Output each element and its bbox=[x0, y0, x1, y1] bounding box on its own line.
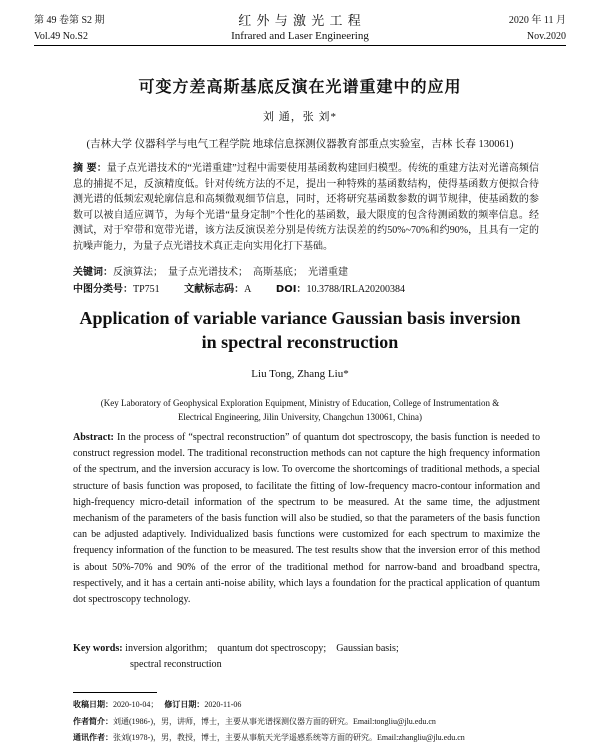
received-label: 收稿日期： bbox=[73, 700, 113, 709]
keywords-cn-label: 关键词： bbox=[73, 267, 113, 278]
footnote-author2 bbox=[73, 732, 543, 743]
doc-code-value: A bbox=[244, 284, 252, 295]
title-cn: 可变方差高斯基底反演在光谱重建中的应用 bbox=[138, 77, 462, 96]
author2-label: 通讯作者： bbox=[73, 733, 113, 742]
keywords-cn bbox=[73, 266, 539, 280]
classification-line bbox=[73, 283, 539, 297]
header-volume-en: Vol.49 No.S2 bbox=[34, 31, 88, 42]
abstract-en bbox=[73, 430, 540, 608]
keywords-en-line2: spectral reconstruction bbox=[130, 659, 222, 670]
abstract-cn-text: 量子点光谱技术的“光谱重建”过程中需要使用基函数构建回归模型。传统的重建方法对光谱高频信息的捕捉不足，反演精度低。针对传统方法的不足，提出一种特殊的基函数结构，使得基函数方便拟合待测光谱的低频宏观轮廓信息和高频微观细节信息，同时，还将研究基函数参数的调节规律，使基函数的参数可以被自适应调节，为每个光谱“量身定制”个性化的基函数，最大限度的包含待测函数的频率信息。经测试，对于窄带和宽带光谱，该方法反演误差分别是传统方法误差的约50%~70%和约90%，且具有一定的抗噪声能力，为量子点光谱技术真正走向实用化打下基础。 bbox=[73, 163, 539, 252]
keywords-en-line1: inversion algorithm; quantum dot spectroscopy; Gaussian basis; bbox=[125, 643, 399, 654]
affiliation-en: (Key Laboratory of Geophysical Exploration Equipment, Ministry of Education, College of Instrumentation & Electrical Engineering, Jilin University, Changchun 130061, China) bbox=[100, 398, 500, 422]
abstract-cn-label: 摘 要： bbox=[73, 163, 107, 174]
keywords-en bbox=[73, 641, 540, 673]
header-journal-en: Infrared and Laser Engineering bbox=[231, 30, 369, 42]
header-rule bbox=[34, 45, 566, 46]
received-date: 2020-10-04； bbox=[113, 700, 159, 709]
author2-bio: 张刘(1978-)，男，教授，博士，主要从事航天光学遥感系统等方面的研究。Email:zhangliu@jlu.edu.cn bbox=[113, 733, 465, 742]
doi-label: DOI： bbox=[275, 284, 307, 295]
affiliation-cn: (吉林大学 仪器科学与电气工程学院 地球信息探测仪器教育部重点实验室，吉林 长春 130061) bbox=[86, 139, 514, 150]
author1-bio: 刘通(1986-)，男，讲师，博士，主要从事光谱探测仪器方面的研究。Email:tongliu@jlu.edu.cn bbox=[113, 717, 436, 726]
revised-label: 修订日期： bbox=[164, 700, 205, 709]
clc-label: 中图分类号： bbox=[73, 284, 133, 295]
clc-value: TP751 bbox=[133, 284, 160, 295]
running-header bbox=[34, 14, 566, 46]
header-journal-cn: 红 外 与 激 光 工 程 bbox=[238, 13, 362, 28]
abstract-en-label: Abstract: bbox=[73, 432, 114, 443]
doc-code-label: 文献标志码： bbox=[184, 284, 245, 295]
footnote-dates bbox=[73, 699, 543, 710]
footnote-rule bbox=[73, 692, 157, 693]
title-en bbox=[0, 306, 600, 354]
header-volume-cn: 第 49 卷第 S2 期 bbox=[34, 15, 105, 26]
title-en-line2: in spectral reconstruction bbox=[201, 332, 399, 352]
doi-value: 10.3788/IRLA20200384 bbox=[306, 284, 406, 295]
header-date-en: Nov.2020 bbox=[526, 31, 566, 42]
abstract-en-text: In the process of “spectral reconstruction” of quantum dot spectroscopy, the basis function is needed to construct regression model. The traditional reconstruction methods can not capture the high frequency information of the spectrum, and the inversion accuracy is low. To overcome the shortcomings of traditional methods, a special structure of basis function was proposed, to facilitate the fitting of low-frequency macro-contour information and high-frequency micro-detail information of the spectrum to be measured. At the same time, the adjustment mechanism of the parameters of the basis function will also be studied, so that the parameters of the basis function can be adjusted adaptively. Individualized basis functions were customized for each spectrum to maximize the frequency information of the function to be measured. The test results show that the inversion error of this method is about 50%-70% and 90% of the error of the traditional method for narrow-band and broadband spectra, respectively, and it has a certain anti-noise ability, which lays a foundation for the practical application of quantum dot spectroscopy technology. bbox=[73, 432, 540, 606]
footnote-author1 bbox=[73, 716, 543, 727]
abstract-cn bbox=[73, 161, 539, 255]
keywords-en-label: Key words: bbox=[73, 643, 123, 654]
revised-date: 2020-11-06 bbox=[204, 700, 242, 709]
header-date-cn: 2020 年 11 月 bbox=[508, 15, 566, 26]
keywords-cn-text: 反演算法； 量子点光谱技术； 高斯基底； 光谱重建 bbox=[113, 267, 348, 278]
authors-cn: 刘 通，张 刘* bbox=[263, 111, 337, 123]
authors-en: Liu Tong, Zhang Liu* bbox=[251, 368, 349, 380]
author1-label: 作者简介： bbox=[73, 717, 113, 726]
title-en-line1: Application of variable variance Gaussian basis inversion bbox=[79, 308, 521, 328]
